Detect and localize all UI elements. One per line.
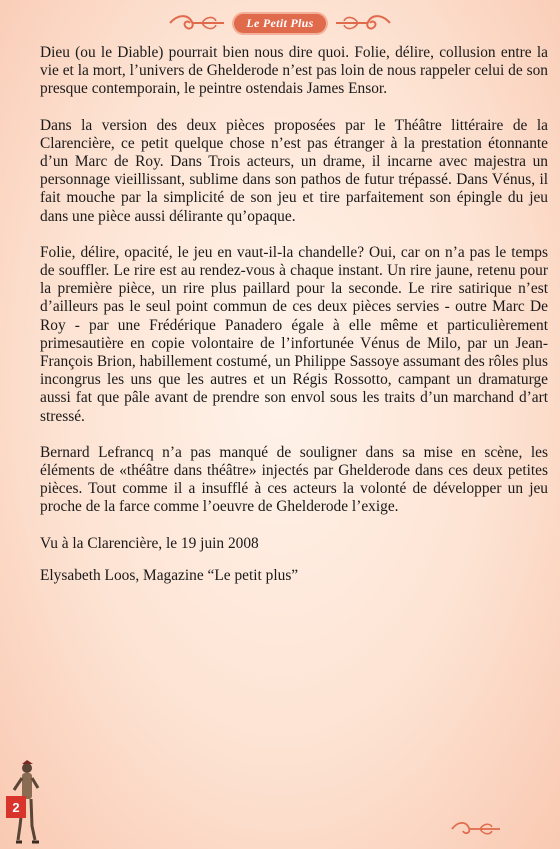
- swirl-ornament-icon: [450, 820, 502, 838]
- swirl-ornament-icon: [168, 12, 226, 34]
- swirl-ornament-icon: [334, 12, 392, 34]
- article-paragraph: Bernard Lefrancq n’a pas manqué de souligner dans sa mise en scène, les éléments de «théâtre dans théâtre» injectés par Ghelderode dans ces deux petites pièces. Tout comme il a insufflé à ces acteurs la volonté de développer un jeu proche de la farce comme l’oeuvre de Ghelderode l’exige.: [40, 443, 548, 516]
- seen-at-date: Vu à la Clarencière, le 19 juin 2008: [40, 534, 259, 552]
- article-body: [40, 44, 548, 603]
- author-signature: Elysabeth Loos, Magazine “Le petit plus”: [40, 566, 299, 584]
- article-paragraph: Dieu (ou le Diable) pourrait bien nous dire quoi. Folie, délire, collusion entre la vie et la mort, l’univers de Ghelderode n’est pas loin de nous rappeler celui de son presque contemporain, le peintre ostendais James Ensor.: [40, 44, 548, 98]
- header-ornament: [0, 8, 560, 38]
- article-paragraph: Dans la version des deux pièces proposées par le Théâtre littéraire de la Clarencière, ce petit quelque chose n’est pas étranger à la prestation étonnante d’un Marc de Roy. Dans Trois acteurs, un drame, il incarne avec majestra un personnage vieillissant, sublime dans son pathos de futur trépassé. Dans Vénus, il fait mouche par la simplicité de son jeu et tire parfaitement son épingle du jeu dans une pièce aussi délirante qu’opaque.: [40, 116, 548, 225]
- page-number: 2: [6, 796, 26, 818]
- magazine-brand-logo: Le Petit Plus: [234, 14, 325, 33]
- article-paragraph: Folie, délire, opacité, le jeu en vaut-il-la chandelle? Oui, car on n’a pas le temps de souffler. Le rire est au rendez-vous à chaque instant. Un rire jaune, retenu pour la première pièce, un rire plus paillard pour la seconde. Le rire satirique n’est d’ailleurs pas le seul point commun de ces deux pièces servies - outre Marc De Roy - par une Frédérique Panadero égale à elle même et particulièrement primesautière en copie volontaire de l’infortunée Vénus de Milo, par un Jean-François Brion, habillement costumé, un Philippe Sassoye assumant des rôles plus incongrus les uns que les autres et un Régis Rossotto, campant un dramaturge aussi fat que pâle avant de prendre son envol sous les traits d’un marchand d’art stressé.: [40, 243, 548, 425]
